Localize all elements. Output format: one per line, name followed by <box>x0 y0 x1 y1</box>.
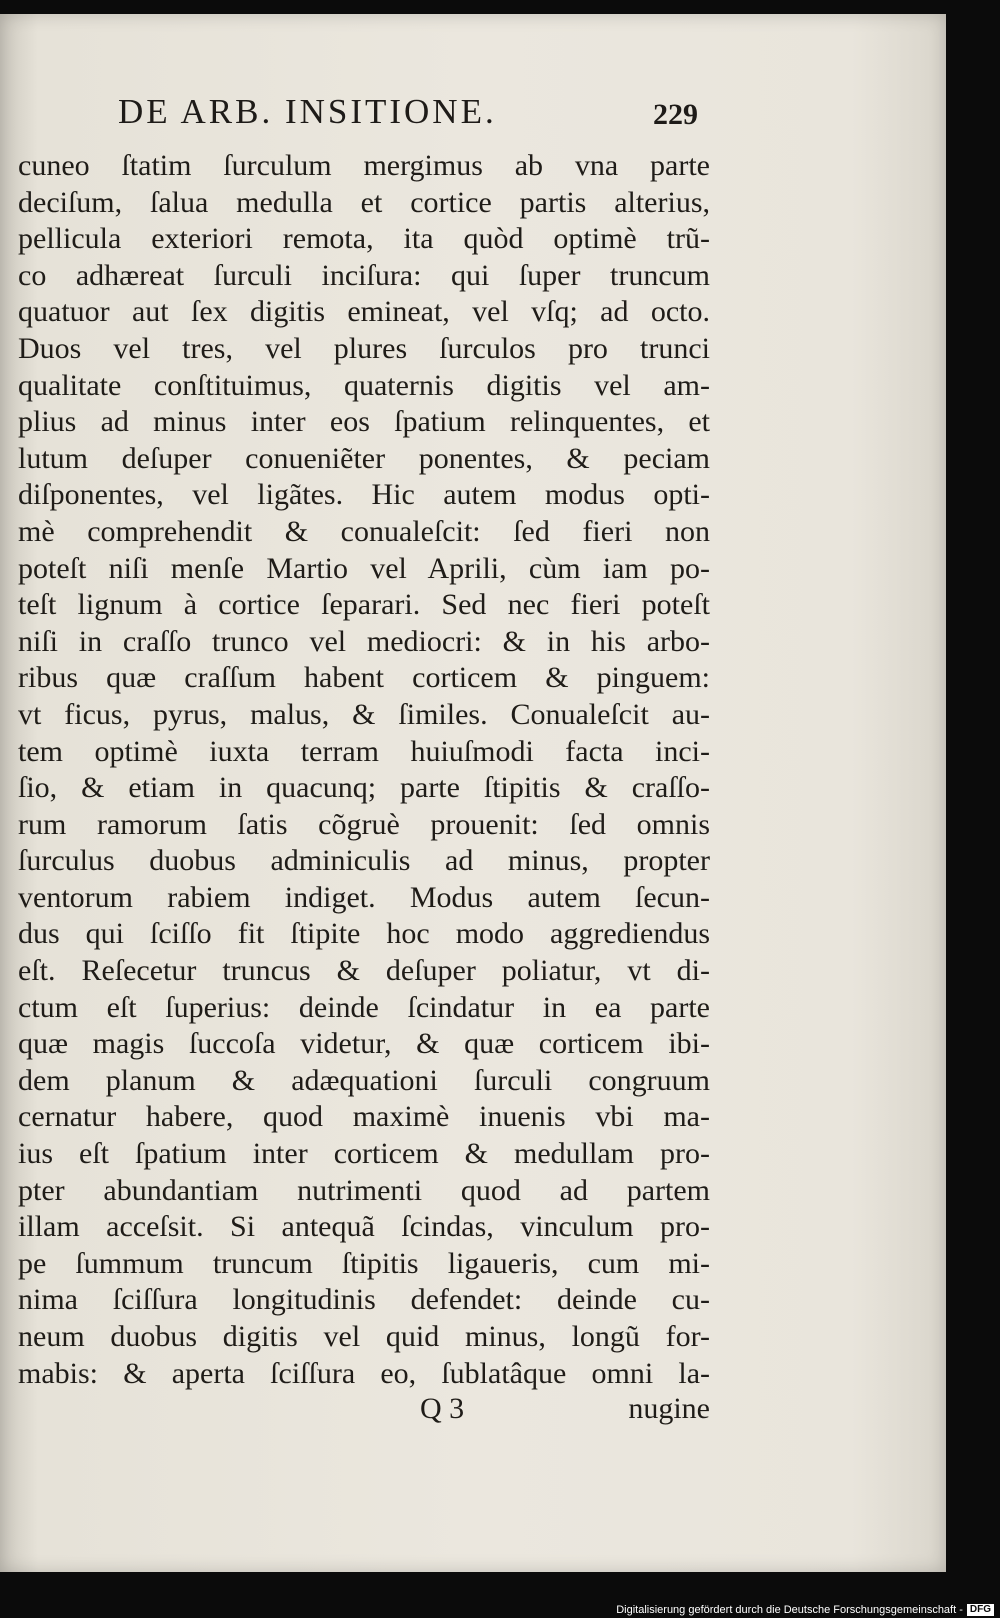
text-line: rum ramorum ſatis cõgruè prouenit: ſed omnis <box>18 807 710 841</box>
text-line: plius ad minus inter eos ſpatium relinquentes, et <box>18 405 710 439</box>
text-line: mè comprehendit & conualeſcit: ſed fieri non <box>18 514 710 548</box>
signature-mark: Q 3 <box>420 1392 465 1425</box>
text-line: ius eſt ſpatium inter corticem & medullam pro- <box>18 1137 710 1171</box>
text-line: co adhæreat ſurculi inciſura: qui ſuper truncum <box>18 258 710 292</box>
text-line: dus qui ſciſſo fit ſtipite hoc modo aggrediendus <box>18 917 710 951</box>
book-page <box>0 14 946 1572</box>
body-text <box>18 148 710 1392</box>
text-line: ſio, & etiam in quacunq; parte ſtipitis & craſſo- <box>18 771 710 805</box>
text-line: illam acceſsit. Si antequã ſcindas, vinculum pro- <box>18 1210 710 1244</box>
text-line: nima ſciſſura longitudinis defendet: deinde cu- <box>18 1283 710 1317</box>
text-line: eſt. Reſecetur truncus & deſuper poliatur, vt di- <box>18 954 710 988</box>
text-line: cuneo ſtatim ſurculum mergimus ab vna parte <box>18 149 710 182</box>
page-header <box>118 92 698 132</box>
text-line: quatuor aut ſex digitis emineat, vel vſq; ad octo. <box>18 295 710 329</box>
running-head: DE ARB. INSITIONE. <box>118 92 497 131</box>
page-number: 229 <box>653 98 698 131</box>
text-line: ribus quæ craſſum habent corticem & pinguem: <box>18 661 710 695</box>
text-line: Duos vel tres, vel plures ſurculos pro trunci <box>18 331 710 365</box>
text-line: neum duobus digitis vel quid minus, longũ for- <box>18 1320 710 1353</box>
text-line: ſurculus duobus adminiculis ad minus, propter <box>18 844 710 878</box>
text-line: poteſt niſi menſe Martio vel Aprili, cùm iam po- <box>18 551 710 585</box>
text-line: ctum eſt ſuperius: deinde ſcindatur in ea parte <box>18 990 710 1024</box>
text-line: pter abundantiam nutrimenti quod ad partem <box>18 1173 710 1207</box>
text-line: dem planum & adæquationi ſurculi congruum <box>18 1063 710 1097</box>
text-line: teſt lignum à cortice ſeparari. Sed nec fieri poteſt <box>18 588 710 622</box>
credit-text: Digitalisierung gefördert durch die Deutsche Forschungsgemeinschaft - <box>616 1604 963 1616</box>
catchword: nugine <box>628 1392 710 1425</box>
text-line: qualitate conſtituimus, quaternis digitis vel am- <box>18 368 710 402</box>
text-line: quæ magis ſuccoſa videtur, & quæ corticem ibi- <box>18 1027 710 1061</box>
text-line: cernatur habere, quod maximè inuenis vbi ma- <box>18 1100 710 1134</box>
page-footer <box>0 1392 710 1432</box>
text-line: niſi in craſſo trunco vel mediocri: & in his arbo- <box>18 624 710 658</box>
text-line: mabis: & aperta ſciſſura eo, ſublatâque omni la- <box>18 1356 710 1390</box>
text-line: lutum deſuper conueniẽter ponentes, & peciam <box>18 441 710 475</box>
text-line: ventorum rabiem indiget. Modus autem ſecun- <box>18 880 710 914</box>
text-line: diſponentes, vel ligãtes. Hic autem modus opti- <box>18 478 710 512</box>
text-line: pellicula exteriori remota, ita quòd optimè trũ- <box>18 222 710 256</box>
digitization-credit <box>616 1604 994 1616</box>
text-line: pe ſummum truncum ſtipitis ligaueris, cum mi- <box>18 1246 710 1280</box>
dfg-logo-icon: DFG <box>967 1604 994 1616</box>
text-line: deciſum, ſalua medulla et cortice partis alterius, <box>18 185 710 219</box>
text-line: vt ficus, pyrus, malus, & ſimiles. Conualeſcit au- <box>18 697 710 731</box>
text-line: tem optimè iuxta terram huiuſmodi facta inci- <box>18 734 710 768</box>
